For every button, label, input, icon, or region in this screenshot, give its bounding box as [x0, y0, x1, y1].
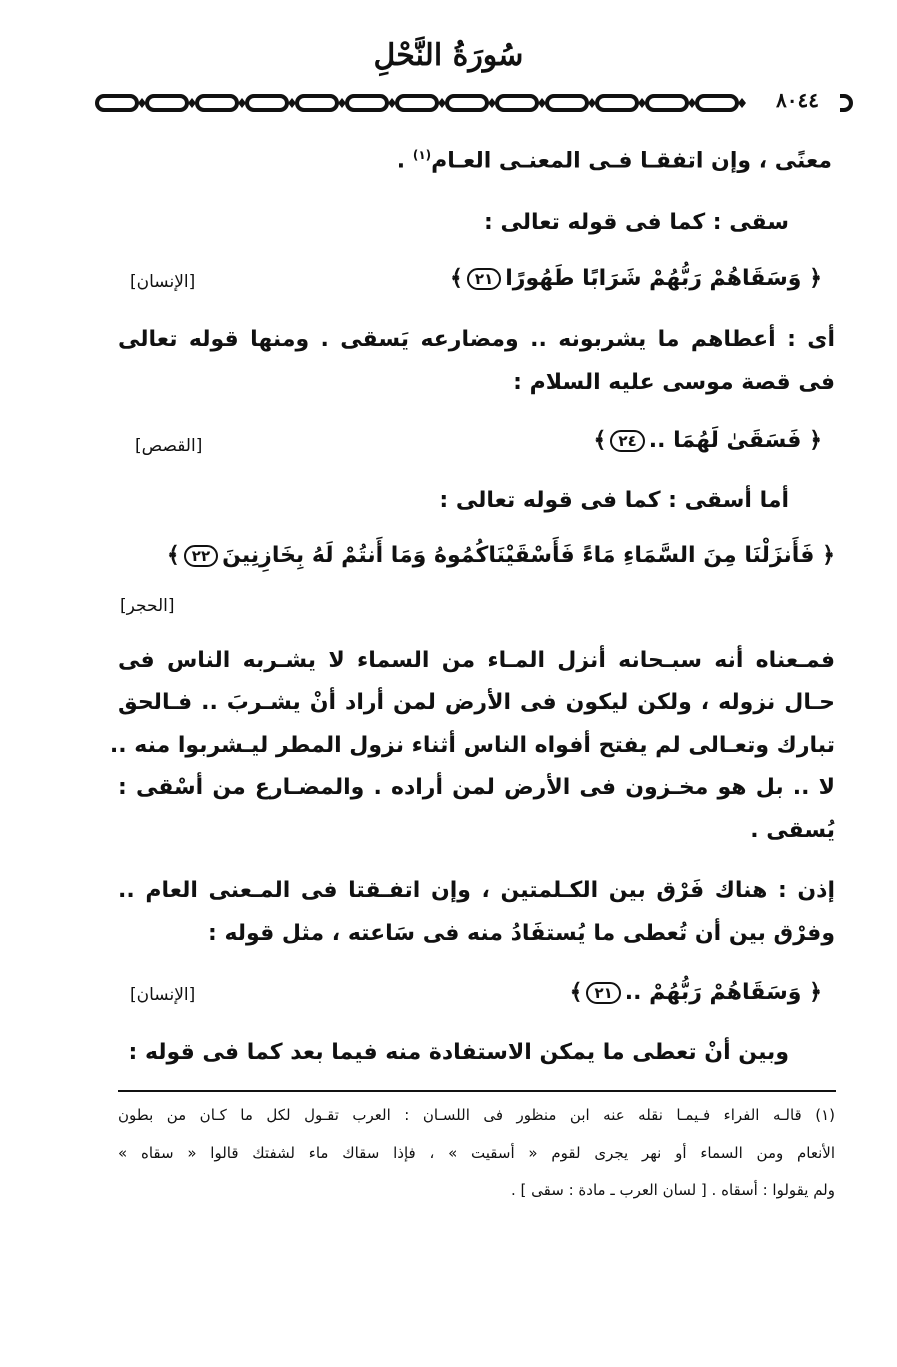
surah-source: [الإنسان] — [130, 272, 196, 292]
footnote-line: (١) قالـه الفراء فـيمـا نقله عنه ابن منظور فى اللسـان : العرب تقـول لكل ما كـان من بطون — [118, 1106, 835, 1124]
ayah-number: ٢١ — [467, 268, 501, 290]
text-line: تبارك وتعـالى لم يفتح أفواه الناس أثناء نزول المطر ليـشربوا منه .. — [109, 733, 835, 758]
page-number: ٨٠٤٤ — [755, 88, 840, 112]
surah-source: [القصص] — [135, 436, 203, 456]
text-line: وفرْق بين أن تُعطى ما يُستفَادُ منه فى سَاعته ، مثل قوله : — [207, 921, 835, 946]
footnote-line: الأنعام ومن السماء أو نهر يجرى لقوم « أسقيت » ، فإذا سقاك ماء لشفتك قالوا « سقاه » — [118, 1144, 835, 1162]
text-line: لا .. بل هو مخـزون فى الأرض لمن أراده . والمضـارع من أسْقى : — [118, 775, 835, 800]
text-line: سقى : كما فى قوله تعالى : — [483, 210, 789, 235]
text-line: أما أسقى : كما فى قوله تعالى : — [439, 488, 789, 513]
text-line: إذن : هناك فَرْق بين الكـلمتين ، وإن اتفـقتا فى المـعنى العام .. — [118, 878, 835, 903]
footnote-marker: (١) — [412, 148, 432, 162]
quran-verse: ﴿ وَسَقَاهُمْ رَبُّهُمْ شَرَابًا طَهُورًا٢١﴾ — [450, 266, 822, 291]
text-line: فى قصة موسى عليه السلام : — [513, 370, 835, 395]
ayah-number: ٢١ — [586, 982, 620, 1004]
quran-verse: ﴿ فَأَنزَلْنَا مِنَ السَّمَاءِ مَاءً فَأَسْقَيْنَاكُمُوهُ وَمَا أَنتُمْ لَهُ بِخَازِنِينَ٢٢﴾ — [166, 543, 835, 568]
text-line: حـال نزوله ، ولكن ليكون فى الأرض لمن أراد أنْ يشـربَ .. فـالحق — [118, 690, 835, 715]
text-line: فمـعناه أنه سبـحانه أنزل المـاء من السماء لا يشـربه الناس فى — [118, 648, 835, 673]
footnote-line: ولم يقولوا : أسقاه . [ لسان العرب ـ مادة : سقى ] . — [511, 1181, 835, 1199]
surah-source: [الإنسان] — [130, 985, 196, 1005]
quran-verse: ﴿ فَسَقَىٰ لَهُمَا ..٢٤﴾ — [593, 428, 822, 453]
text-line: وبين أنْ تعطى ما يمكن الاستفادة منه فيما بعد كما فى قوله : — [128, 1040, 789, 1065]
ayah-number: ٢٢ — [184, 545, 218, 567]
quran-verse: ﴿ وَسَقَاهُمْ رَبُّهُمْ ..٢١﴾ — [569, 980, 822, 1005]
surah-title: سُورَةُ النَّحْلِ — [373, 38, 524, 73]
header-ornament-border — [95, 90, 855, 116]
text-line: معنًى ، وإن اتفقـا فـى المعنـى العـام$^{(١)}$ . — [396, 148, 832, 174]
footnote-divider — [118, 1090, 836, 1092]
text-line: يُسقى . — [750, 818, 835, 843]
surah-source: [الحجر] — [120, 596, 175, 616]
text-line: أى : أعطاهم ما يشربونه .. ومضارعه يَسقى . ومنها قوله تعالى — [118, 327, 835, 352]
ayah-number: ٢٤ — [610, 430, 644, 452]
